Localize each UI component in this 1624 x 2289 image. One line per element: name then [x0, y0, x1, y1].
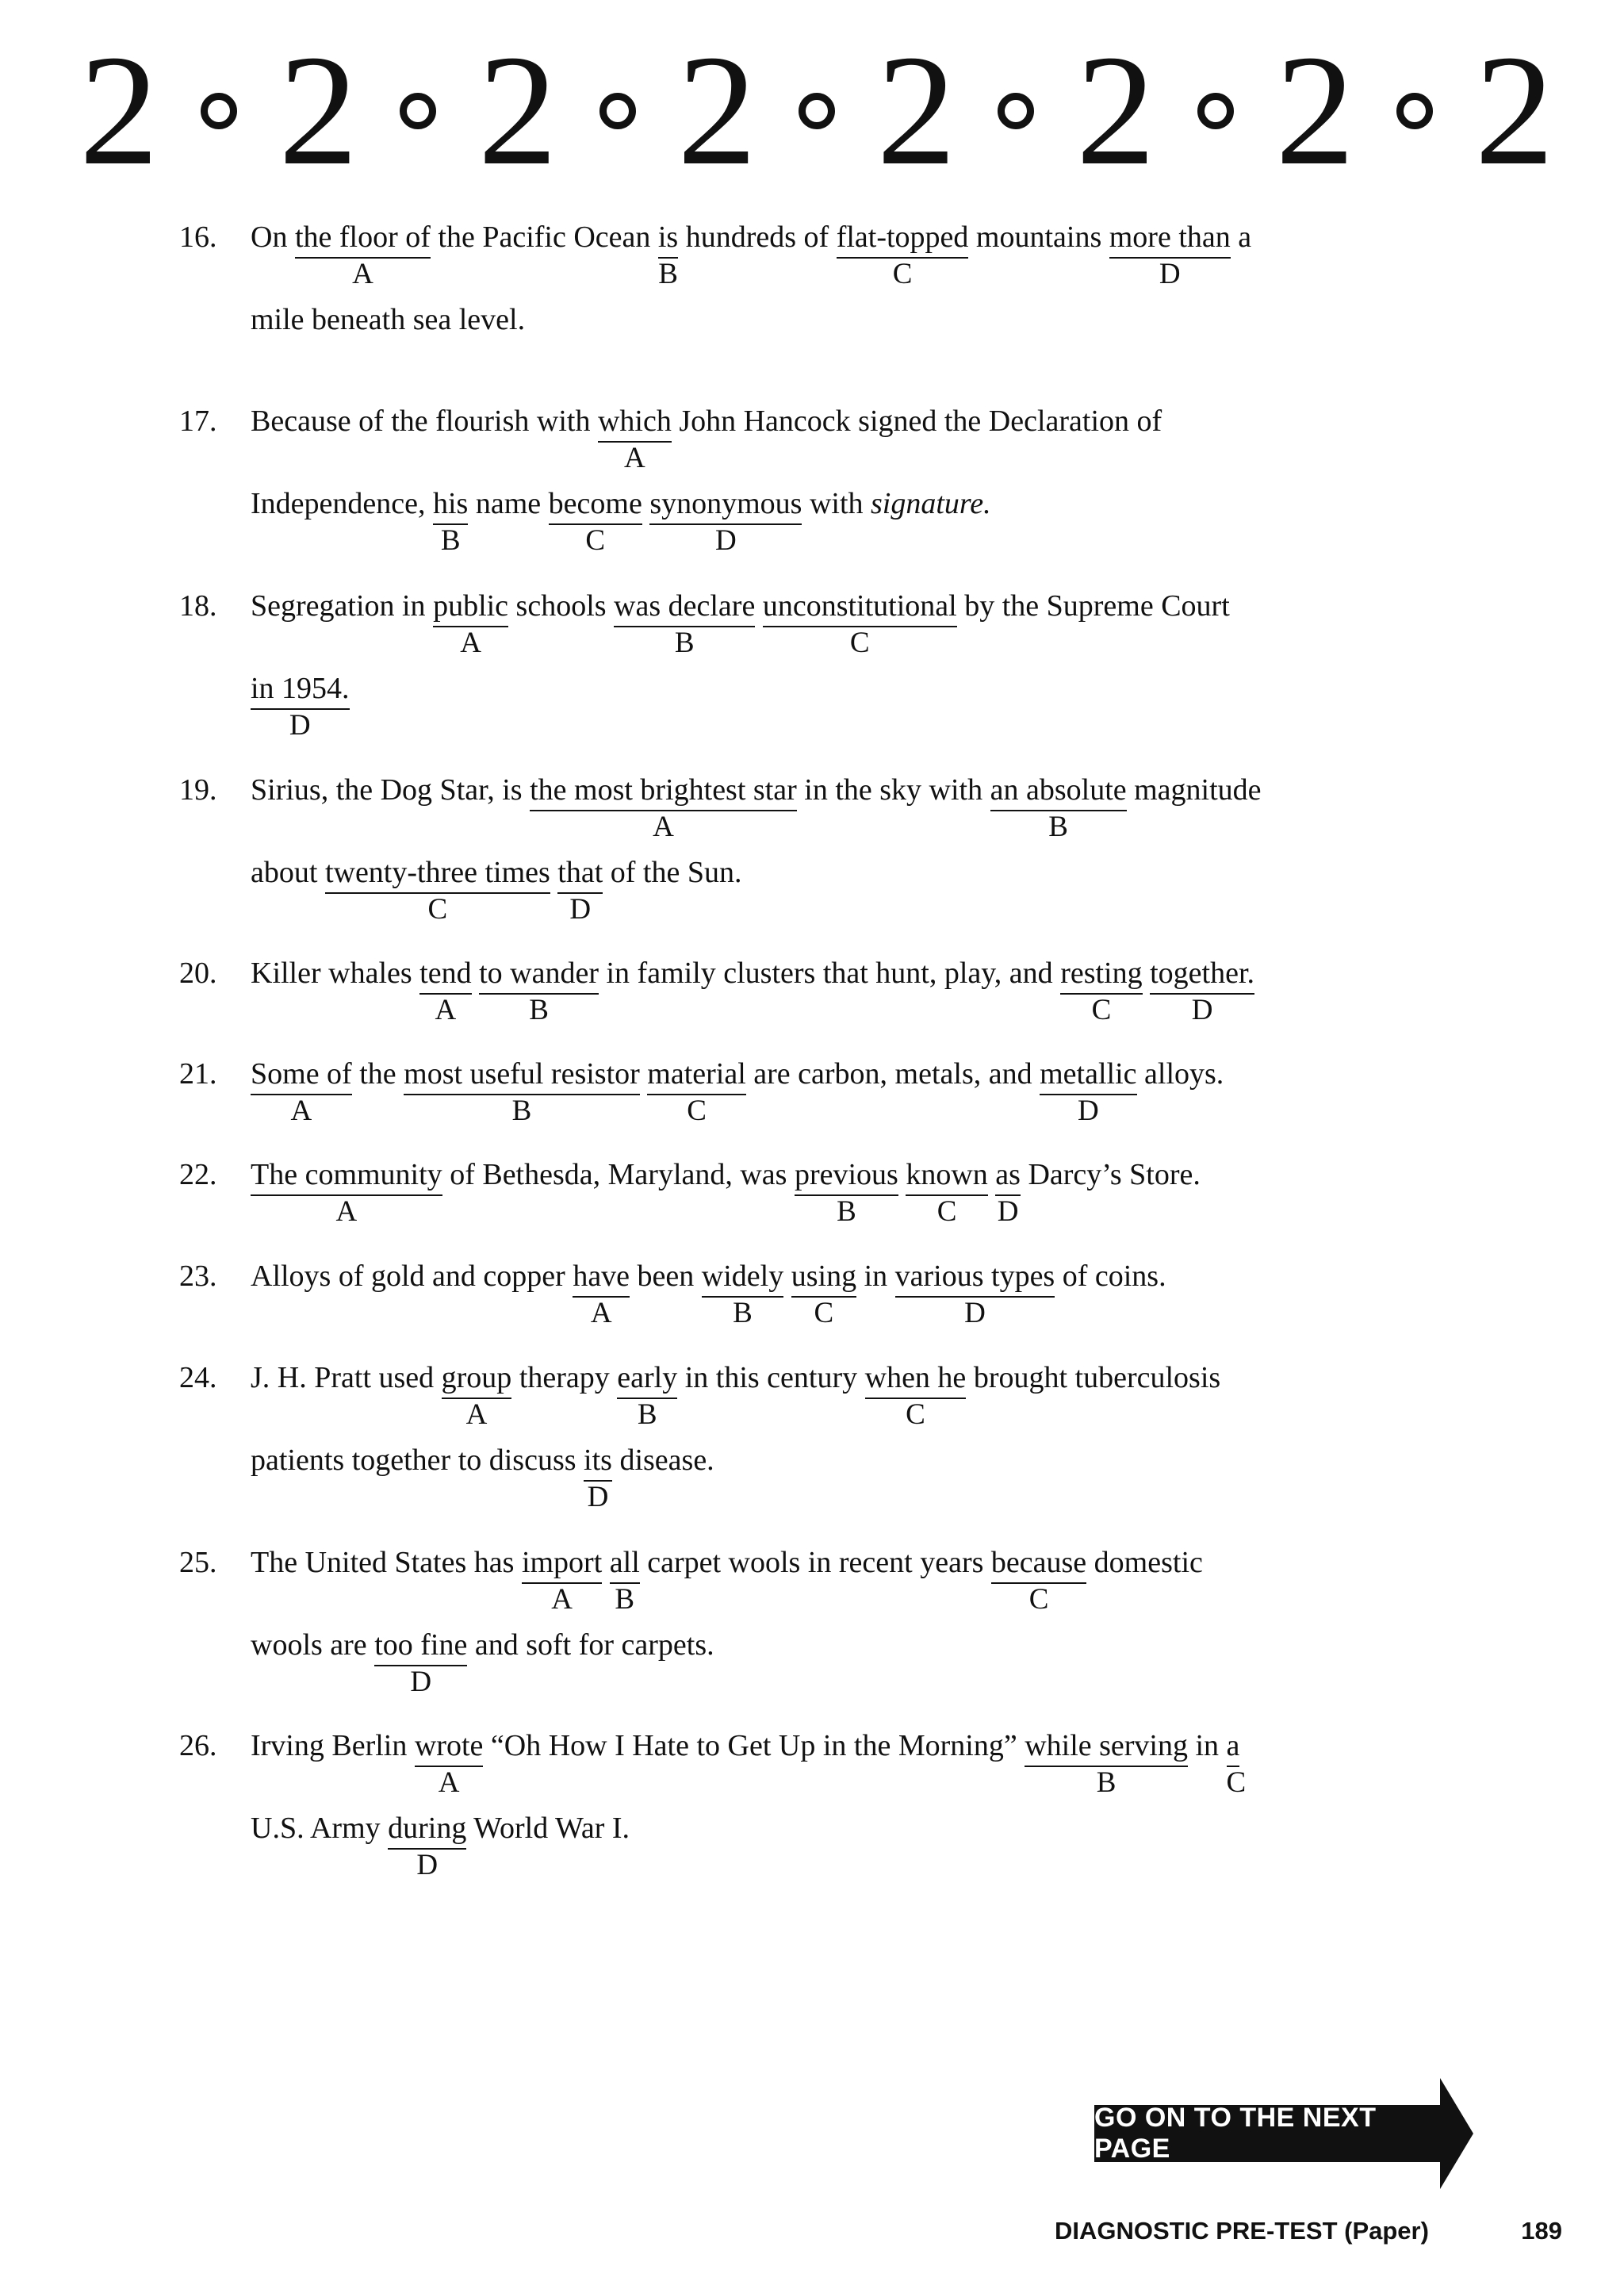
underlined-option	[433, 587, 509, 659]
question-number: 24.	[179, 1361, 217, 1394]
option-letter: A	[460, 627, 481, 659]
underlined-option	[251, 1156, 442, 1228]
question-text: therapy	[511, 1361, 618, 1394]
question-text: patients together to discuss	[251, 1444, 584, 1477]
option-text: known	[906, 1158, 988, 1191]
question-text: the Pacific Ocean	[430, 220, 658, 254]
option-text: was declare	[614, 589, 756, 623]
option-letter: D	[410, 1666, 432, 1698]
question-text: J. H. Pratt used	[251, 1361, 442, 1394]
question-line	[251, 218, 1252, 290]
option-letter: C	[1091, 994, 1112, 1026]
underlined-option	[990, 771, 1127, 843]
question-number: 25.	[179, 1546, 217, 1579]
option-letter: D	[416, 1849, 439, 1881]
underlined-option	[1040, 1055, 1137, 1127]
question-text: been	[630, 1260, 702, 1293]
question-line	[251, 485, 991, 557]
option-letter: D	[715, 524, 737, 557]
question-line	[251, 587, 1230, 659]
option-letter: B	[529, 994, 549, 1026]
option-text: group	[441, 1361, 512, 1394]
option-letter: B	[674, 627, 695, 659]
option-text: synonymous	[649, 487, 802, 520]
section-digit: 2	[876, 23, 956, 198]
question-text: name	[468, 487, 549, 520]
question-text	[550, 856, 558, 889]
option-text: import	[521, 1546, 603, 1579]
option-text: Some of	[251, 1057, 352, 1091]
question-text: disease.	[611, 1444, 714, 1477]
underlined-option	[374, 1626, 468, 1698]
underlined-option	[906, 1156, 988, 1228]
option-letter: A	[590, 1297, 612, 1329]
question-text: On	[251, 220, 295, 254]
question-text: of Bethesda, Maryland, was	[442, 1158, 795, 1191]
option-text: metallic	[1040, 1057, 1137, 1091]
question-line	[251, 301, 525, 339]
question-text: magnitude	[1126, 773, 1262, 807]
question-number: 23.	[179, 1260, 217, 1293]
question-line	[251, 1809, 630, 1881]
option-letter: A	[465, 1398, 488, 1431]
underlined-option	[557, 853, 603, 926]
option-letter: C	[1226, 1766, 1247, 1799]
option-letter: C	[892, 258, 913, 290]
question-text: Segregation in	[251, 589, 434, 623]
option-letter: B	[1096, 1766, 1116, 1799]
question-text: signature.	[871, 487, 991, 520]
question-line	[251, 853, 742, 926]
option-text: wrote	[414, 1729, 484, 1762]
underlined-option	[324, 853, 550, 926]
question-text: John Hancock signed the Declaration of	[671, 405, 1162, 438]
question-line	[251, 1257, 1166, 1329]
option-text: when he	[864, 1361, 967, 1394]
question-text: Killer whales	[251, 957, 420, 990]
question-text	[640, 1057, 648, 1091]
underlined-option	[414, 1727, 484, 1799]
question-line	[251, 1359, 1221, 1431]
question-text: Irving Berlin	[251, 1729, 415, 1762]
option-letter: A	[352, 258, 373, 290]
underlined-option	[530, 771, 797, 843]
question-text: domestic	[1086, 1546, 1203, 1579]
option-text: become	[548, 487, 642, 520]
option-text: in 1954.	[251, 672, 350, 705]
underlined-option	[294, 218, 431, 290]
option-letter: D	[569, 893, 592, 926]
section-digit: 2	[278, 23, 358, 198]
underlined-option	[864, 1359, 967, 1431]
underlined-option	[479, 954, 599, 1026]
question-text: Alloys of gold and copper	[251, 1260, 573, 1293]
option-letter: A	[335, 1195, 358, 1228]
option-letter: A	[290, 1095, 312, 1127]
option-letter: C	[687, 1095, 707, 1127]
underlined-option	[990, 1543, 1087, 1616]
question-text: carpet wools in recent years	[639, 1546, 991, 1579]
underlined-option	[548, 485, 642, 557]
question-text: in	[1187, 1729, 1227, 1762]
option-text: more than	[1109, 220, 1231, 254]
underlined-option	[573, 1257, 630, 1329]
option-letter: B	[615, 1583, 635, 1616]
question-text: with	[802, 487, 871, 520]
underlined-option	[791, 1257, 857, 1329]
underlined-option	[995, 1156, 1021, 1228]
option-letter: B	[440, 524, 461, 557]
question-number: 21.	[179, 1057, 217, 1091]
underlined-option	[1025, 1727, 1188, 1799]
option-text: public	[433, 589, 509, 623]
go-on-banner	[1094, 2078, 1475, 2189]
question-text: and soft for carpets.	[467, 1628, 714, 1662]
question-line	[251, 1727, 1247, 1799]
underlined-option	[657, 218, 679, 290]
question-text: World War I.	[466, 1812, 630, 1845]
option-letter: C	[814, 1297, 834, 1329]
underlined-option	[441, 1359, 512, 1431]
question-text: “Oh How I Hate to Get Up in the Morning”	[483, 1729, 1025, 1762]
question-number: 20.	[179, 957, 217, 990]
question-text: are carbon, metals, and	[745, 1057, 1040, 1091]
question-text: by the Supreme Court	[956, 589, 1230, 623]
option-text: all	[609, 1546, 640, 1579]
question-text	[898, 1158, 906, 1191]
underlined-option	[614, 587, 756, 659]
question-text	[642, 487, 650, 520]
question-text	[1143, 957, 1151, 990]
underlined-option	[521, 1543, 603, 1616]
underlined-option	[1060, 954, 1143, 1026]
page-number: 189	[1521, 2217, 1562, 2245]
option-letter: C	[849, 627, 870, 659]
option-text: using	[791, 1260, 857, 1293]
option-text: unconstitutional	[762, 589, 957, 623]
option-letter: C	[936, 1195, 957, 1228]
section-digit: 2	[1076, 23, 1156, 198]
option-letter: A	[438, 1766, 460, 1799]
question-text: U.S. Army	[251, 1812, 389, 1845]
question-text: of coins.	[1055, 1260, 1166, 1293]
go-on-label: GO ON TO THE NEXT PAGE	[1094, 2105, 1443, 2162]
option-letter: C	[585, 524, 606, 557]
question-text	[472, 957, 480, 990]
question-text: in	[856, 1260, 895, 1293]
underlined-option	[701, 1257, 784, 1329]
section-digit: 2	[1474, 23, 1554, 198]
question-text: Darcy’s Store.	[1020, 1158, 1201, 1191]
underlined-option	[1109, 218, 1231, 290]
question-text: about	[251, 856, 325, 889]
option-text: together.	[1150, 957, 1255, 990]
underlined-option	[404, 1055, 640, 1127]
option-text: most useful resistor	[404, 1057, 640, 1091]
option-text: early	[617, 1361, 678, 1394]
question-text: the	[351, 1057, 404, 1091]
question-text: alloys.	[1136, 1057, 1224, 1091]
question-text: in the sky with	[796, 773, 990, 807]
option-text: as	[995, 1158, 1021, 1191]
question-line	[251, 771, 1262, 843]
question-text: mile beneath sea level.	[251, 303, 526, 336]
section-digit: 2	[477, 23, 557, 198]
question-line	[251, 1156, 1201, 1228]
section-digit: 2	[677, 23, 757, 198]
option-letter: B	[837, 1195, 856, 1228]
footer-section-title: DIAGNOSTIC PRE-TEST (Paper)	[1055, 2217, 1429, 2245]
underlined-option	[894, 1257, 1055, 1329]
underlined-option	[251, 1055, 352, 1127]
right-arrow-icon	[1440, 2078, 1473, 2189]
question-text: hundreds of	[678, 220, 837, 254]
option-text: its	[584, 1444, 612, 1477]
underlined-option	[649, 485, 802, 557]
question-line	[251, 402, 1162, 474]
underlined-option	[1150, 954, 1255, 1026]
option-letter: D	[1077, 1095, 1099, 1127]
option-letter: C	[1028, 1583, 1049, 1616]
underlined-option	[762, 587, 957, 659]
question-text: in this century	[677, 1361, 865, 1394]
question-text: in family clusters that hunt, play, and	[598, 957, 1061, 990]
option-letter: D	[587, 1481, 609, 1513]
question-line	[251, 669, 350, 742]
underlined-option	[388, 1809, 467, 1881]
option-text: a	[1226, 1729, 1240, 1762]
option-text: widely	[701, 1260, 784, 1293]
question-text: of the Sun.	[603, 856, 742, 889]
question-text: wools are	[251, 1628, 375, 1662]
question-number: 18.	[179, 589, 217, 623]
option-letter: B	[511, 1095, 532, 1127]
option-letter: D	[1191, 994, 1213, 1026]
option-text: an absolute	[990, 773, 1127, 807]
option-text: previous	[794, 1158, 898, 1191]
question-number: 16.	[179, 220, 217, 254]
option-letter: A	[653, 811, 674, 843]
option-text: his	[433, 487, 469, 520]
option-text: flat-topped	[836, 220, 969, 254]
underlined-option	[609, 1543, 640, 1616]
question-number: 22.	[179, 1158, 217, 1191]
question-text: mountains	[968, 220, 1109, 254]
option-text: because	[990, 1546, 1087, 1579]
underlined-option	[584, 1441, 612, 1513]
section-digit: 2	[1275, 23, 1355, 198]
question-line	[251, 1626, 714, 1698]
option-letter: B	[637, 1398, 657, 1431]
option-letter: A	[624, 442, 645, 474]
option-text: which	[597, 405, 672, 438]
underlined-option	[794, 1156, 898, 1228]
question-text: schools	[508, 589, 615, 623]
question-text	[783, 1260, 791, 1293]
option-letter: D	[997, 1195, 1019, 1228]
question-number: 19.	[179, 773, 217, 807]
option-text: while serving	[1025, 1729, 1188, 1762]
question-line	[251, 1543, 1203, 1616]
question-text: brought tuberculosis	[966, 1361, 1221, 1394]
question-text: The United States has	[251, 1546, 522, 1579]
option-text: tend	[419, 957, 472, 990]
option-text: resting	[1060, 957, 1143, 990]
underlined-option	[836, 218, 969, 290]
question-text: Because of the flourish with	[251, 405, 598, 438]
option-text: twenty-three times	[324, 856, 550, 889]
option-text: to wander	[479, 957, 599, 990]
option-letter: B	[733, 1297, 753, 1329]
option-letter: D	[1159, 258, 1181, 290]
underlined-option	[433, 485, 469, 557]
option-text: various types	[894, 1260, 1055, 1293]
question-text	[602, 1546, 610, 1579]
option-letter: C	[906, 1398, 925, 1431]
option-text: during	[388, 1812, 467, 1845]
option-text: the most brightest star	[530, 773, 797, 807]
question-text: Independence,	[251, 487, 433, 520]
option-text: too fine	[374, 1628, 468, 1662]
section-digit: 2	[79, 23, 159, 198]
page-footer	[1055, 2217, 1562, 2245]
underlined-option	[647, 1055, 746, 1127]
option-text: have	[573, 1260, 630, 1293]
underlined-option	[251, 669, 350, 742]
option-text: the floor of	[294, 220, 431, 254]
option-letter: B	[658, 258, 678, 290]
question-text: Sirius, the Dog Star, is	[251, 773, 530, 807]
option-text: is	[657, 220, 679, 254]
question-text	[988, 1158, 996, 1191]
underlined-option	[617, 1359, 678, 1431]
question-number: 26.	[179, 1729, 217, 1762]
question-line	[251, 1441, 714, 1513]
option-letter: B	[1048, 811, 1068, 843]
question-line	[251, 1055, 1224, 1127]
question-number: 17.	[179, 405, 217, 438]
option-text: material	[647, 1057, 746, 1091]
option-letter: D	[289, 709, 311, 742]
underlined-option	[419, 954, 472, 1026]
question-line	[251, 954, 1255, 1026]
option-text: that	[557, 856, 603, 889]
option-letter: A	[551, 1583, 573, 1616]
option-text: The community	[251, 1158, 442, 1191]
option-letter: D	[964, 1297, 986, 1329]
question-text: a	[1230, 220, 1252, 254]
question-text	[755, 589, 763, 623]
option-letter: A	[435, 994, 457, 1026]
option-letter: C	[427, 893, 448, 926]
underlined-option	[597, 402, 672, 474]
underlined-option	[1226, 1727, 1247, 1799]
